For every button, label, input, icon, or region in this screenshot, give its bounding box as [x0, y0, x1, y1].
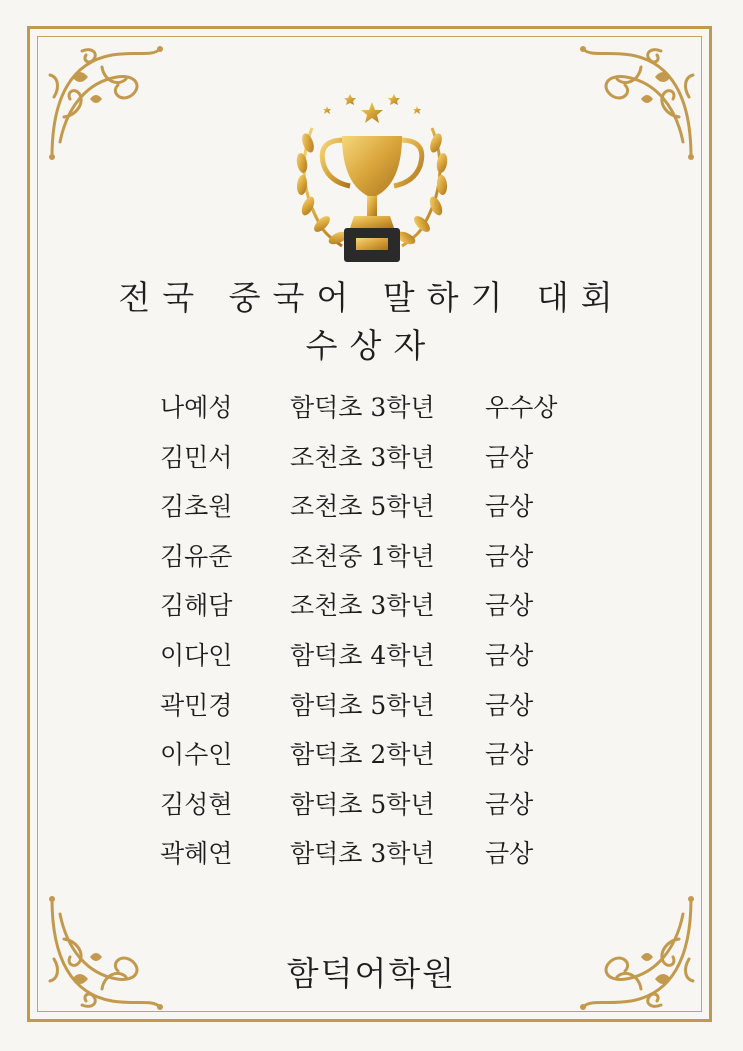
winner-award: 우수상 — [485, 393, 558, 422]
winner-name: 이다인 — [160, 640, 233, 670]
winner-award: 금상 — [485, 541, 534, 571]
winner-name: 김초원 — [160, 492, 233, 522]
list-item — [0, 537, 743, 587]
winner-award: 금상 — [485, 492, 534, 522]
list-item — [0, 438, 743, 488]
trophy-icon — [272, 88, 472, 268]
winner-name: 김성현 — [160, 789, 233, 819]
list-item — [0, 686, 743, 736]
list-item — [0, 636, 743, 686]
winner-award: 금상 — [485, 839, 534, 869]
list-item — [0, 586, 743, 636]
certificate-title: 전국 중국어 말하기 대회 — [118, 278, 625, 317]
winner-school: 조천초 3학년 — [290, 442, 435, 472]
winner-school: 조천중 1학년 — [290, 541, 435, 571]
organizer-name: 함덕어학원 — [286, 954, 457, 993]
certificate-subtitle: 수상자 — [305, 326, 438, 365]
list-item — [0, 388, 743, 438]
winner-name: 곽민경 — [160, 690, 233, 720]
winner-school: 조천초 5학년 — [290, 492, 435, 522]
list-item — [0, 735, 743, 785]
list-item — [0, 785, 743, 835]
winner-award: 금상 — [485, 789, 534, 819]
winner-award: 금상 — [485, 690, 534, 720]
winner-name: 김해담 — [160, 591, 233, 621]
list-item — [0, 834, 743, 884]
winner-school: 함덕초 4학년 — [290, 640, 435, 670]
corner-ornament-icon — [571, 37, 701, 167]
list-item — [0, 487, 743, 537]
winner-name: 김민서 — [160, 442, 233, 472]
winner-school: 함덕초 3학년 — [290, 393, 435, 422]
star-icon — [323, 94, 421, 123]
winner-school: 조천초 3학년 — [290, 591, 435, 621]
winner-list — [0, 388, 743, 884]
winner-school: 함덕초 5학년 — [290, 690, 435, 720]
winner-award: 금상 — [485, 442, 534, 472]
winner-award: 금상 — [485, 640, 534, 670]
winner-name: 나예성 — [160, 393, 233, 422]
corner-ornament-icon — [42, 37, 172, 167]
winner-school: 함덕초 3학년 — [290, 839, 435, 869]
winner-school: 함덕초 5학년 — [290, 789, 435, 819]
winner-school: 함덕초 2학년 — [290, 740, 435, 770]
winner-name: 곽혜연 — [160, 839, 233, 869]
winner-name: 김유준 — [160, 541, 233, 571]
winner-name: 이수인 — [160, 740, 233, 770]
winner-award: 금상 — [485, 740, 534, 770]
winner-award: 금상 — [485, 591, 534, 621]
